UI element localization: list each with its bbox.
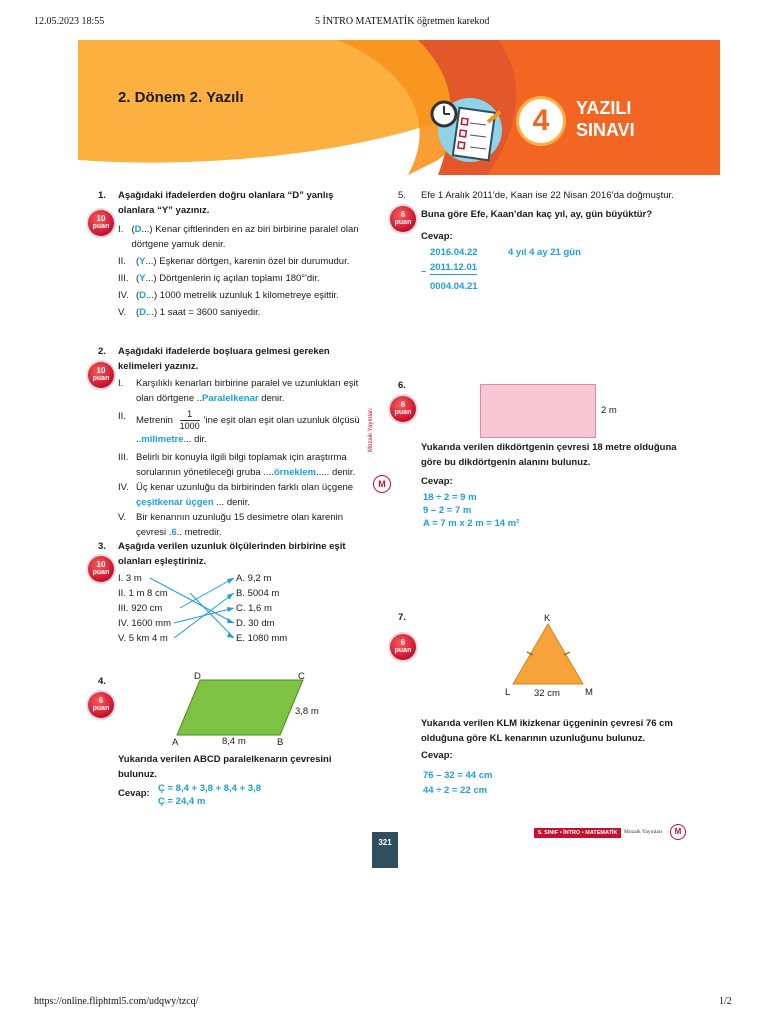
q7-label-l: L <box>505 687 511 698</box>
q1-item-body: 1 saat = 3600 saniyedir. <box>159 307 261 318</box>
q1-points: 10 <box>96 214 106 223</box>
q7-answer-line-1: 76 – 32 = 44 cm <box>423 770 493 781</box>
q2-v-answer: 6 <box>171 527 177 538</box>
q6-answer-line-3: A = 7 m x 2 m = 14 m² <box>423 518 520 529</box>
arrow-head <box>227 618 234 623</box>
q2-i-text-b: denir. <box>261 393 285 404</box>
q3-points-unit: puan <box>92 569 110 576</box>
q1-item-3 <box>118 271 373 286</box>
q1-item-1 <box>118 222 373 252</box>
q2-v-text-a: Bir kenarının uzunluğu 15 desimetre olan karenin çevresi <box>136 512 344 538</box>
q2-item-roman: I. <box>118 378 124 389</box>
q3-points-badge <box>88 556 114 582</box>
q7-text: Yukarıda verilen KLM ikizkenar üçgeninin çevresi 76 cm olduğuna göre KL kenarının uzunluğunu bulunuz. <box>421 718 673 744</box>
q6-answer-line-1: 18 ÷ 2 = 9 m <box>423 492 477 503</box>
q2-points-badge <box>88 362 114 388</box>
print-title: 5 İNTRO MATEMATİK öğretmen karekod <box>315 16 490 27</box>
q4-label-a: A <box>172 737 179 748</box>
q2-points-unit: puan <box>92 375 110 382</box>
q2-item-5 <box>118 510 373 540</box>
q6-text: Yukarıda verilen dikdörtgenin çevresi 18 metre olduğuna göre bu dikdörtgenin alanını bulunuz. <box>421 442 677 468</box>
q2-item-3 <box>118 450 373 480</box>
q3-right-item: A. 9,2 m <box>236 573 272 584</box>
q5-number: 5. <box>398 190 406 201</box>
q1-item-answer: D <box>139 290 147 301</box>
q2-i-text-a: Karşılıklı kenarları birbirine paralel ve uzunlukları eşit olan dörtgene <box>136 378 359 404</box>
banner-number-circle: 4 <box>516 96 566 146</box>
q3-right-item: E. 1080 mm <box>236 633 288 644</box>
clipboard-checklist-icon <box>430 92 505 167</box>
q2-item-text: Üç kenar uzunluğu da birbirinden farklı olan üçgene çeşitkenar üçgen ... denir. <box>136 482 354 508</box>
q1-item-answer: Y <box>139 273 146 284</box>
q5-result-date: 0004.04.21 <box>430 281 478 292</box>
q3-left-item: III. 920 cm <box>118 603 163 614</box>
q7-label-k: K <box>544 613 551 624</box>
q4-label-c: C <box>298 671 305 682</box>
q6-number: 6. <box>398 380 406 391</box>
q2-item-roman: IV. <box>118 482 129 493</box>
q2-iii-answer: örneklem <box>273 467 317 478</box>
q5-result-text: 4 yıl 4 ay 21 gün <box>508 247 581 258</box>
parallelogram-shape <box>177 680 303 735</box>
q5-question: Buna göre Efe, Kaan’dan kaç yıl, ay, gün büyüktür? <box>421 209 653 220</box>
q7-cevap-label: Cevap: <box>421 750 453 761</box>
q3-right-item: B. 5004 m <box>236 588 280 599</box>
q3-left-item: II. 1 m 8 cm <box>118 588 168 599</box>
q3-left-item: I. 3 m <box>118 573 142 584</box>
print-url: https://online.fliphtml5.com/udqwy/tzcq/ <box>34 996 199 1007</box>
q4-points-badge <box>88 692 114 718</box>
q2-iii-text-a: Belirli bir konuyla ilgili bilgi toplamak için araştırma sorularının yönetileceği gruba <box>136 452 347 478</box>
q5-date-2: 2011.12.01 <box>430 262 478 273</box>
q5-cevap-label: Cevap: <box>421 231 453 242</box>
q4-base-length: 8,4 m <box>222 736 246 747</box>
q1-items <box>118 222 373 320</box>
q1-item-roman: III. <box>118 273 129 284</box>
page-number-tab: 321 <box>372 832 398 868</box>
q1-number: 1. <box>98 190 106 201</box>
q2-item-roman: III. <box>118 452 129 463</box>
q1-item-body: Eşkenar dörtgen, karenin özel bir durumudur. <box>159 256 350 267</box>
arrow-head <box>227 632 234 638</box>
q1-item-answer: D <box>134 224 142 235</box>
page-title: 2. Dönem 2. Yazılı <box>118 89 244 106</box>
arrow-head <box>227 578 234 584</box>
q2-ii-text-b: 'ine eşit olan eşit olan uzunluk ölçüsü <box>203 415 360 427</box>
q1-item-body: Dörtgenlerin iç açıları toplamı 180°'dir. <box>159 273 320 284</box>
q2-ii-text-c: dir. <box>194 434 207 445</box>
banner-label-2: SINAVI <box>576 120 635 140</box>
q1-item-roman: V. <box>118 307 127 318</box>
q2-text: Aşağıdaki ifadelerde boşluara gelmesi gereken kelimeleri yazınız. <box>118 346 330 372</box>
q2-item-roman: V. <box>118 512 127 523</box>
q6-answer-line-2: 9 – 2 = 7 m <box>423 505 472 516</box>
q1-item-roman: IV. <box>118 290 129 301</box>
q1-item-text: (Y...) Dörtgenlerin iç açıları toplamı 180°'dir. <box>136 273 320 284</box>
side-brand-logo-icon: M <box>373 475 391 493</box>
banner <box>78 40 720 175</box>
q3-right-item: D. 30 dm <box>236 618 275 629</box>
q4-points-unit: puan <box>92 705 110 712</box>
side-brand-text: Mozaik Yayınları <box>368 408 374 452</box>
q2-item-text: Karşılıklı kenarları birbirine paralel ve uzunlukları eşit olan dörtgene ..Paralelkenar denir. <box>136 378 359 404</box>
q2-item-roman: II. <box>118 411 126 422</box>
print-page: 1/2 <box>719 996 732 1007</box>
q2-i-answer: Paralelkenar <box>202 393 259 404</box>
q4-answer-line-1: Ç = 8,4 + 3,8 + 8,4 + 3,8 <box>158 783 261 794</box>
q2-items <box>118 376 373 540</box>
q2-points: 10 <box>96 366 106 375</box>
footer-logo-icon: M <box>670 824 686 840</box>
q7-points-unit: puan <box>394 647 412 654</box>
match-line <box>180 578 234 608</box>
q2-item-4 <box>118 480 373 510</box>
q1-item-5 <box>118 305 373 320</box>
q1-item-answer: D <box>139 307 147 318</box>
q2-v-text-b: metredir. <box>184 527 222 538</box>
q5-points-badge <box>390 206 416 232</box>
q1-item-text: (D...) 1000 metrelik uzunluk 1 kilometreye eşittir. <box>136 290 339 301</box>
q2-ii-text-a: Metrenin <box>136 415 173 427</box>
q5-minus: – <box>421 266 427 277</box>
q4-points: 6 <box>98 696 104 705</box>
triangle-shape <box>513 624 583 684</box>
q4-text: Yukarıda verilen ABCD paralelkenarın çevresini bulunuz. <box>118 754 332 780</box>
q7-points-badge <box>390 634 416 660</box>
q6-points-badge <box>390 396 416 422</box>
q6-cevap-label: Cevap: <box>421 476 453 487</box>
q2-item-text: Belirli bir konuyla ilgili bilgi toplamak için araştırma sorularının yönetileceği gruba ....örneklem..... denir. <box>136 452 356 478</box>
q7-base-length: 32 cm <box>534 688 560 699</box>
q3-left-item: IV. 1600 mm <box>118 618 171 629</box>
q2-iii-text-b: denir. <box>331 467 356 478</box>
q2-iv-answer: çeşitkenar üçgen <box>136 497 214 508</box>
footer-brand: Mozaik Yayınları <box>624 829 663 835</box>
q1-item-text: (D...) Kenar çiftlerinden en az biri birbirine paralel olan dörtgene yamuk denir. <box>131 224 359 250</box>
q1-points-unit: puan <box>92 223 110 230</box>
footer-series-tag: 5. SINIF • İNTRO • MATEMATİK <box>534 828 621 838</box>
q2-item-text: Metrenin $\frac{1}{1000}$ 'ine eşit olan eşit olan uzunluk ölçüsü ..milimetre... dir. <box>136 409 360 445</box>
fraction-numerator: 1 <box>180 409 200 421</box>
q1-item-text: (Y...) Eşkenar dörtgen, karenin özel bir durumudur. <box>136 256 350 267</box>
q3-number: 3. <box>98 541 106 552</box>
print-datetime: 12.05.2023 18:55 <box>34 16 105 27</box>
match-line <box>174 593 234 638</box>
q7-points: 6 <box>400 638 406 647</box>
q4-answer-line-2: Ç = 24,4 m <box>158 796 206 807</box>
q2-item-2 <box>118 409 373 447</box>
q3-right-list <box>236 571 287 646</box>
q1-item-text: (D...) 1 saat = 3600 saniyedir. <box>136 307 261 318</box>
q2-item-1 <box>118 376 373 406</box>
q2-ii-answer: milimetre <box>141 434 184 445</box>
q3-text: Aşağıda verilen uzunluk ölçülerinden birbirine eşit olanları eşleştiriniz. <box>118 541 346 567</box>
q3-right-item: C. 1,6 m <box>236 603 272 614</box>
q2-item-text: Bir kenarının uzunluğu 15 desimetre olan karenin çevresi .6.. metredir. <box>136 512 344 538</box>
fraction <box>180 409 200 432</box>
q1-item-roman: II. <box>118 256 126 267</box>
q1-item-body: Kenar çiftlerinden en az biri birbirine paralel olan dörtgene yamuk denir. <box>131 224 359 250</box>
q2-iv-text-b: denir. <box>226 497 251 508</box>
q1-item-answer: Y <box>139 256 146 267</box>
q1-text: Aşağıdaki ifadelerden doğru olanlara “D” yanlış olanlara “Y” yazınız. <box>118 190 334 216</box>
q6-rectangle <box>480 384 596 438</box>
q3-left-item: V. 5 km 4 m <box>118 633 168 644</box>
q4-label-d: D <box>194 671 201 682</box>
arrow-head <box>227 593 234 600</box>
q4-cevap-label: Cevap: <box>118 788 150 799</box>
match-line <box>190 593 234 638</box>
q5-points-unit: puan <box>394 219 412 226</box>
q4-side-length: 3,8 m <box>295 706 319 717</box>
q1-points-badge <box>88 210 114 236</box>
q3-matching-lines <box>150 571 240 646</box>
q7-label-m: M <box>585 687 593 698</box>
q6-points-unit: puan <box>394 409 412 416</box>
q7-answer-line-2: 44 ÷ 2 = 22 cm <box>423 785 488 796</box>
q5-text: Efe 1 Aralık 2011’de, Kaan ise 22 Nisan 2016’da doğmuştur. <box>421 190 674 201</box>
q1-item-4 <box>118 288 373 303</box>
q6-points: 6 <box>400 400 406 409</box>
banner-label-1: YAZILI <box>576 98 632 118</box>
q6-side-length: 2 m <box>601 405 617 416</box>
q1-item-2 <box>118 254 373 269</box>
q7-number: 7. <box>398 612 406 623</box>
q2-iv-text-a: Üç kenar uzunluğu da birbirinden farklı olan üçgene <box>136 482 354 493</box>
q3-points: 10 <box>96 560 106 569</box>
q1-item-body: 1000 metrelik uzunluk 1 kilometreye eşittir. <box>159 290 339 301</box>
q5-points: 6 <box>400 210 406 219</box>
q4-number: 4. <box>98 676 106 687</box>
q2-number: 2. <box>98 346 106 357</box>
q1-item-roman: I. <box>118 224 124 235</box>
q7-triangle <box>505 620 595 688</box>
fraction-denominator: 1000 <box>179 421 200 431</box>
q5-date-1: 2016.04.22 <box>430 247 478 258</box>
q4-label-b: B <box>277 737 284 748</box>
